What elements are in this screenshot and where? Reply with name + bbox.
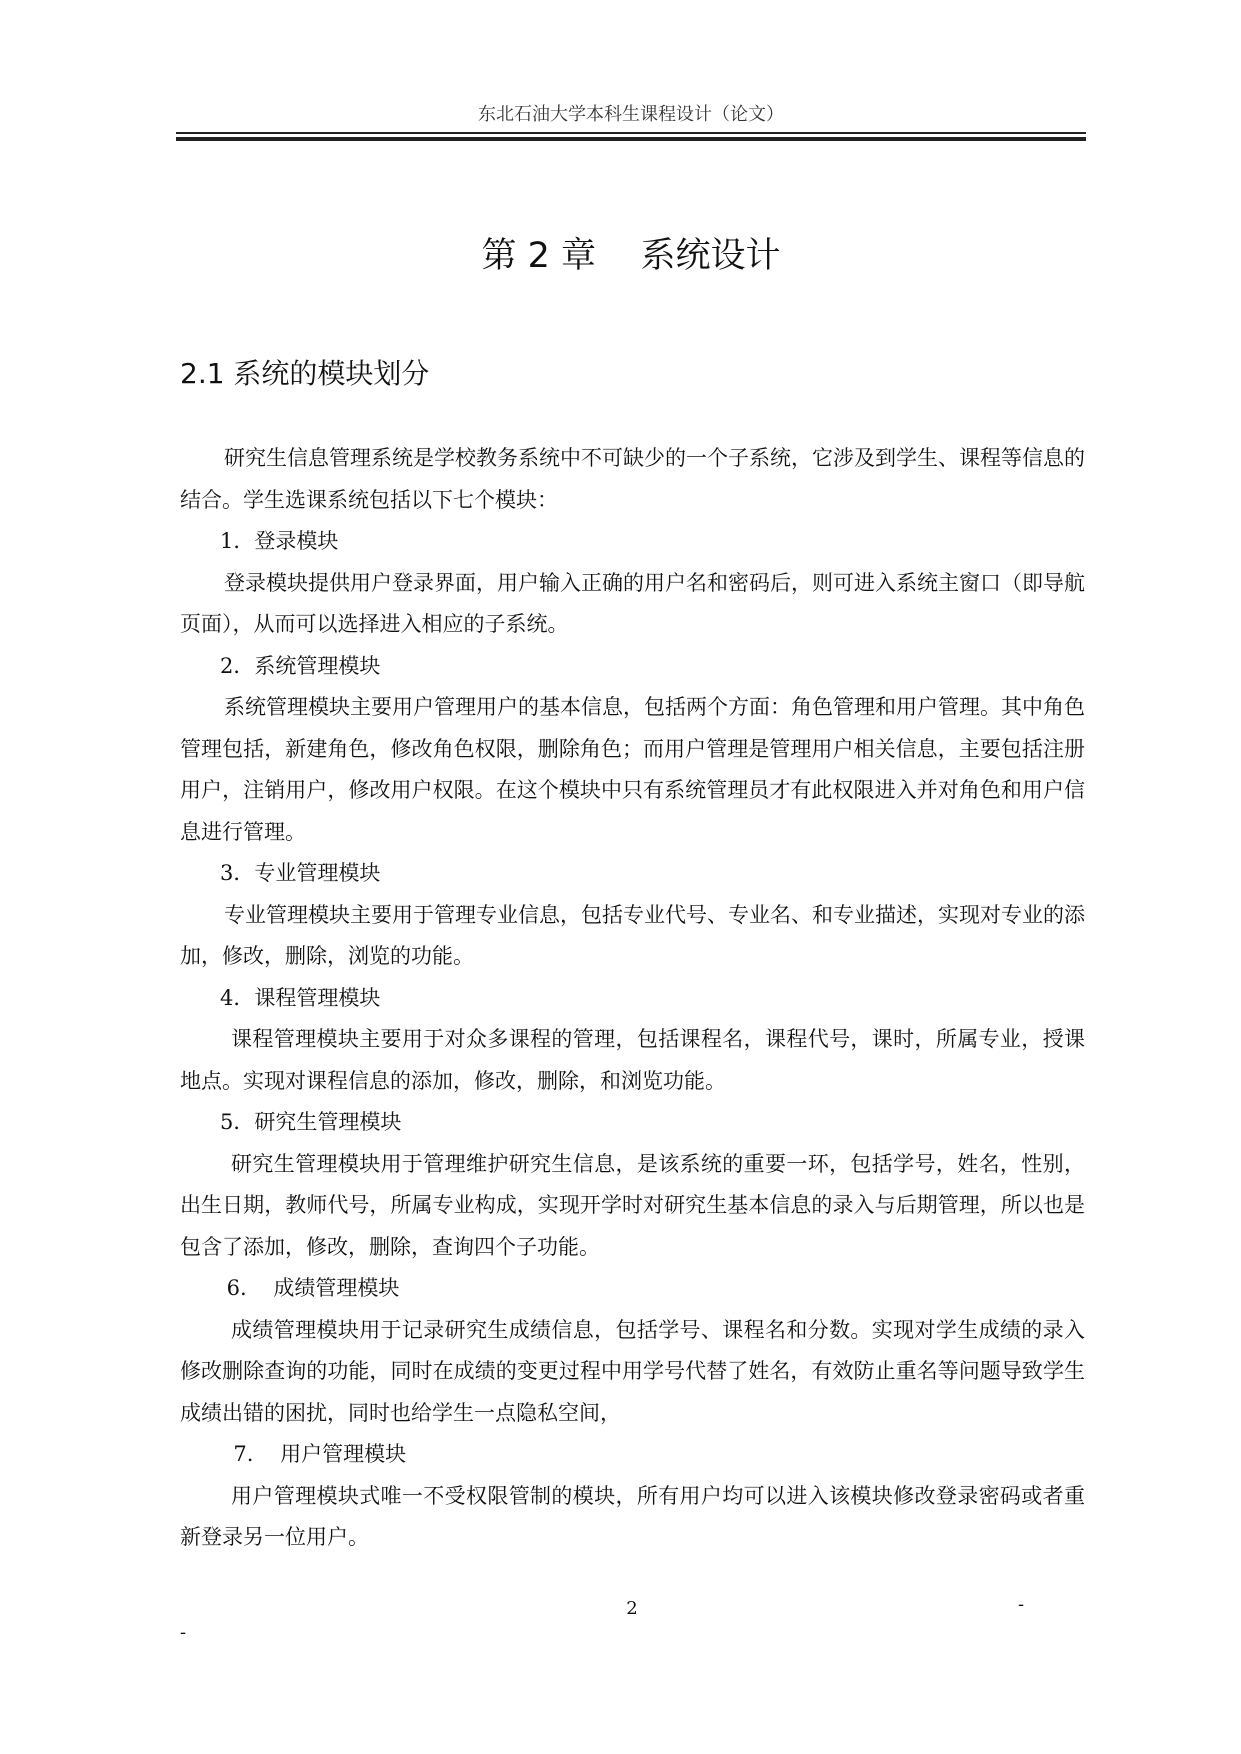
paragraph: 用户管理模块式唯一不受权限管制的模块，所有用户均可以进入该模块修改登录密码或者重新登录另一位用户。	[180, 1483, 1085, 1549]
running-header: 东北石油大学本科生课程设计（论文）	[478, 104, 784, 125]
paragraph: 登录模块提供用户登录界面，用户输入正确的用户名和密码后，则可进入系统主窗口（即导航页面），从而可以选择进入相应的子系统。	[180, 570, 1085, 636]
module-heading: 1．登录模块	[220, 529, 339, 553]
header-rule-thick	[176, 137, 1086, 141]
header-rule-thin	[176, 132, 1086, 134]
page-number: 2	[626, 1598, 638, 1619]
paragraph: 专业管理模块主要用于管理专业信息，包括专业代号、专业名、和专业描述，实现对专业的添加，修改，删除，浏览的功能。	[180, 902, 1085, 968]
module-heading: 6. 成绩管理模块	[220, 1276, 400, 1300]
paragraph: 研究生信息管理系统是学校教务系统中不可缺少的一个子系统，它涉及到学生、课程等信息的结合。学生选课系统包括以下七个模块：	[180, 446, 1085, 512]
paragraph: 研究生管理模块用于管理维护研究生信息，是该系统的重要一环，包括学号，姓名，性别，出生日期，教师代号，所属专业构成，实现开学时对研究生基本信息的录入与后期管理，所以也是包含了添加，修改，删除，查询四个子功能。	[180, 1151, 1085, 1259]
module-heading: 3．专业管理模块	[220, 861, 381, 885]
module-heading: 7. 用户管理模块	[220, 1442, 407, 1466]
module-heading: 2．系统管理模块	[220, 653, 381, 678]
paragraph: 成绩管理模块用于记录研究生成绩信息，包括学号、课程名和分数。实现对学生成绩的录入修改删除查询的功能，同时在成绩的变更过程中用学号代替了姓名，有效防止重名等问题导致学生成绩出错的困扰，同时也给学生一点隐私空间，	[180, 1317, 1085, 1425]
body-text	[180, 438, 1085, 1559]
paragraph: 课程管理模块主要用于对众多课程的管理，包括课程名，课程代号，课时，所属专业，授课地点。实现对课程信息的添加，修改，删除，和浏览功能。	[180, 1027, 1085, 1093]
module-heading: 4．课程管理模块	[220, 985, 381, 1010]
footer-dash-right: -	[1018, 1594, 1025, 1615]
paragraph: 系统管理模块主要用户管理用户的基本信息，包括两个方面：角色管理和用户管理。其中角色管理包括，新建角色，修改角色权限，删除角色；而用户管理是管理用户相关信息，主要包括注册用户，注销用户，修改用户权限。在这个模块中只有系统管理员才有此权限进入并对角色和用户信息进行管理。	[180, 695, 1085, 844]
footer-dash-left: -	[180, 1622, 187, 1643]
chapter-title: 第 2 章 系统设计	[481, 236, 781, 276]
module-heading: 5．研究生管理模块	[220, 1110, 402, 1134]
section-title: 2.1 系统的模块划分	[180, 357, 430, 390]
